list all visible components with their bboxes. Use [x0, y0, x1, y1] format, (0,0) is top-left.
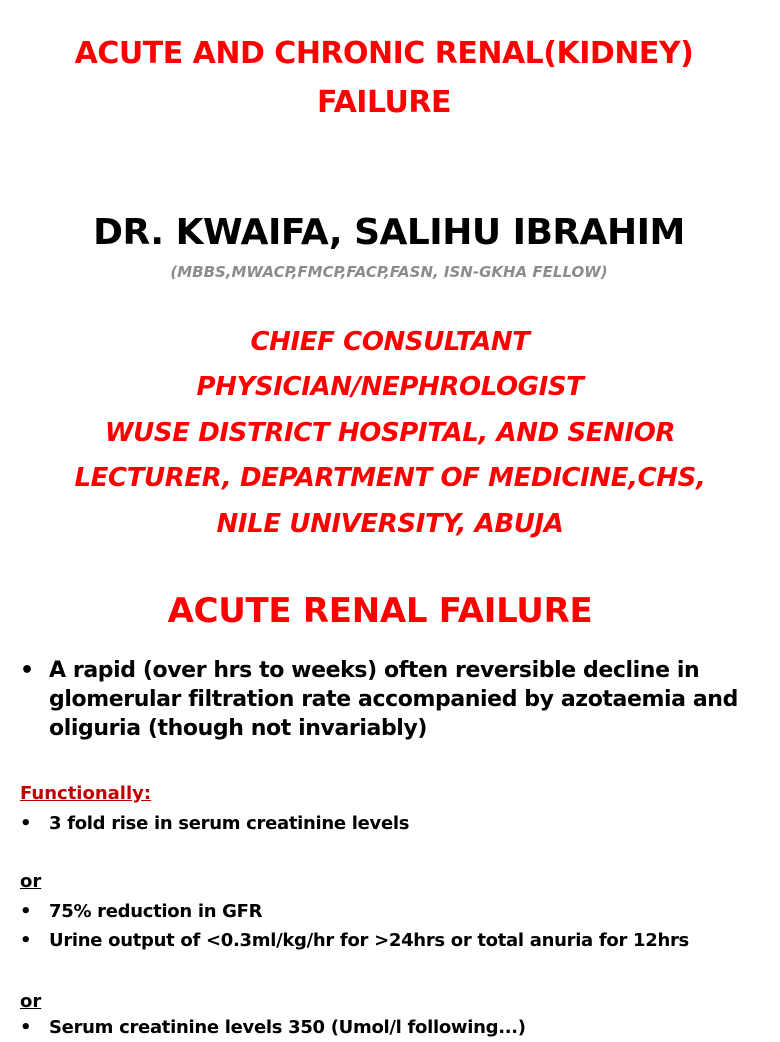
or-label-1: or: [20, 871, 42, 892]
functionally-label: Functionally:: [20, 783, 152, 804]
bullet-marker: •: [20, 930, 32, 951]
affiliation-line-1: CHIEF CONSULTANT: [250, 327, 530, 357]
affiliation-line-3: WUSE DISTRICT HOSPITAL, AND SENIOR: [104, 418, 676, 448]
definition-line-3: oliguria (though not invariably): [49, 716, 428, 741]
affiliation-line-2: PHYSICIAN/NEPHROLOGIST: [196, 372, 584, 402]
criterion-bullet-2: [20, 898, 768, 926]
definition-bullet: [20, 656, 768, 743]
criterion-bullet-cutoff: [20, 1014, 768, 1042]
criterion-text-1: 3 fold rise in serum creatinine levels: [49, 813, 410, 834]
author-name: DR. KWAIFA, SALIHU IBRAHIM: [93, 212, 685, 253]
bullet-marker: •: [20, 901, 32, 922]
bullet-marker: •: [20, 658, 34, 683]
definition-line-1: A rapid (over hrs to weeks) often reversible decline in: [49, 658, 700, 683]
definition-line-2: glomerular filtration rate accompanied by azotaemia and: [49, 687, 738, 712]
bullet-marker: •: [20, 1017, 32, 1038]
slide-title-line-1: ACUTE AND CHRONIC RENAL(KIDNEY): [74, 36, 694, 71]
affiliation-line-5: NILE UNIVERSITY, ABUJA: [216, 509, 564, 539]
author-credentials: (MBBS,MWACP,FMCP,FACP,FASN, ISN-GKHA FELLOW): [170, 263, 608, 281]
criterion-text-2: 75% reduction in GFR: [49, 901, 263, 922]
section-heading: ACUTE RENAL FAILURE: [167, 591, 593, 631]
affiliation-line-4: LECTURER, DEPARTMENT OF MEDICINE,CHS,: [74, 463, 706, 493]
slide-title-line-2: FAILURE: [317, 85, 451, 120]
criterion-text-3: Urine output of <0.3ml/kg/hr for >24hrs or total anuria for 12hrs: [49, 930, 689, 951]
bullet-marker: •: [20, 813, 32, 834]
criterion-bullet-3: [20, 927, 768, 955]
criterion-text-cutoff: Serum creatinine levels 350 (Umol/l following...): [49, 1017, 526, 1038]
criterion-bullet-1: [20, 810, 768, 838]
or-label-2: or: [20, 991, 42, 1012]
